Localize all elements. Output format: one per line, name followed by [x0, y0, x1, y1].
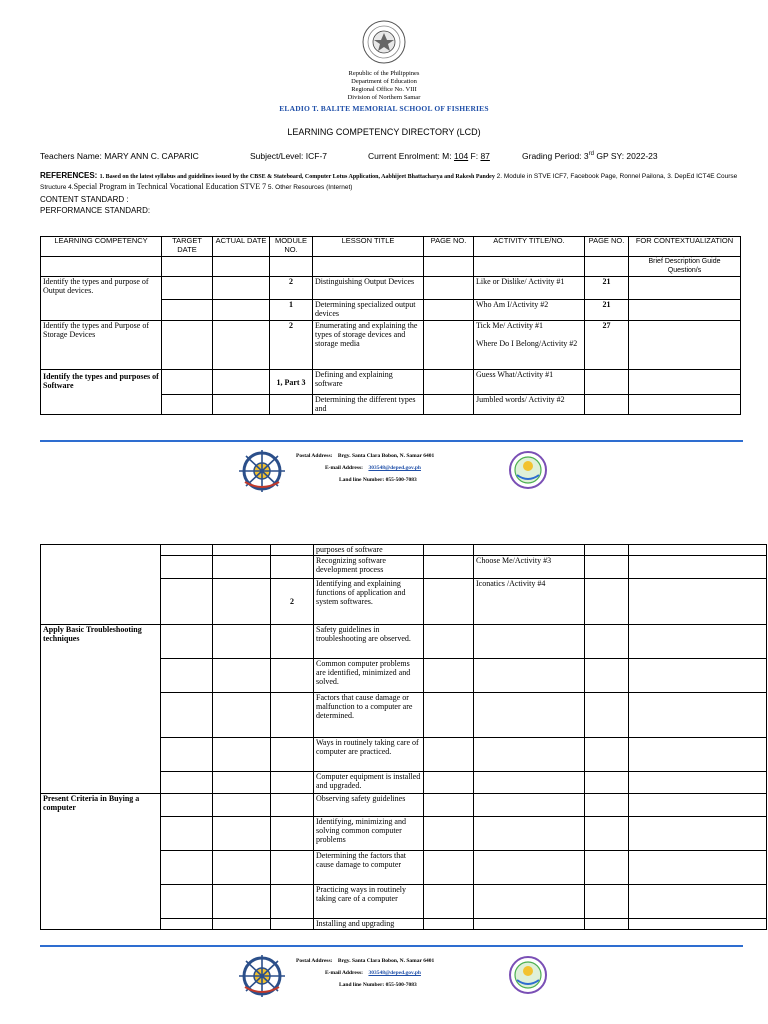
table-row: purposes of software — [41, 545, 767, 556]
table-row: 1 Determining specialized output devices Who Am I/Activity #2 21 — [41, 300, 741, 321]
competency-cell: Identify the types and Purpose of Storage Devices — [41, 321, 162, 370]
col-page-no: PAGE NO. — [424, 237, 474, 257]
school-logo-icon — [237, 448, 287, 494]
table-row: Ways in routinely taking care of computer are practiced. — [41, 738, 767, 772]
col-activity-title: ACTIVITY TITLE/NO. — [474, 237, 585, 257]
enrolment-male: 104 — [453, 151, 469, 161]
school-logo-icon — [237, 953, 287, 999]
grading-period: Grading Period: 3rd GP SY: 2022-23 — [522, 151, 658, 161]
table-row: Practicing ways in routinely taking care of a computer — [41, 885, 767, 919]
col-page-no-2: PAGE NO. — [585, 237, 629, 257]
competency-cell: Apply Basic Troubleshooting techniques — [41, 625, 161, 794]
footer-landline: Land line Number: 055-500-7083 — [339, 477, 417, 483]
subject-level: Subject/Level: ICF-7 — [250, 151, 328, 161]
footer-landline: Land line Number: 055-500-7083 — [339, 982, 417, 988]
col-competency: LEARNING COMPETENCY — [41, 237, 162, 257]
division-logo-icon — [508, 952, 548, 998]
content-standard: CONTENT STANDARD : — [40, 195, 129, 204]
email-link[interactable]: 303548@deped.gov.ph — [368, 970, 421, 976]
table-row: Identify the types and purpose of Output devices. 2 Distinguishing Output Devices Like or Dislike/ Activity #1 21 — [41, 277, 741, 300]
footer-postal: Postal Address: Brgy. Santa Clara Bobon, N. Samar 6401 — [296, 453, 435, 459]
teacher-name: Teachers Name: MARY ANN C. CAPARIC — [40, 151, 199, 161]
enrolment-female: 87 — [480, 151, 490, 161]
document-title: LEARNING COMPETENCY DIRECTORY (LCD) — [287, 127, 481, 137]
header-republic: Republic of the Philippines — [348, 70, 420, 77]
table-row: Computer equipment is installed and upgraded. — [41, 772, 767, 794]
competency-cell: Present Criteria in Buying a computer — [41, 794, 161, 930]
table-row: Present Criteria in Buying a computer Observing safety guidelines — [41, 794, 767, 817]
header-division: Division of Northern Samar — [347, 94, 421, 101]
table-row: Recognizing software development process Choose Me/Activity #3 — [41, 556, 767, 579]
col-actual-date: ACTUAL DATE — [213, 237, 270, 257]
table-row: 2 Identifying and explaining functions of application and system softwares. Iconatics /Activity #4 — [41, 579, 767, 625]
table-row: Apply Basic Troubleshooting techniques Safety guidelines in troubleshooting are observed. — [41, 625, 767, 659]
school-name: ELADIO T. BALITE MEMORIAL SCHOOL OF FISHERIES — [279, 104, 489, 113]
brief-description: Brief Description Guide Question/s — [629, 257, 741, 277]
competency-table-page2 — [40, 544, 767, 930]
current-enrolment: Current Enrolment: M: 104 F: 87 — [368, 151, 490, 161]
header-region: Regional Office No. VIII — [351, 86, 417, 93]
footer-rule — [40, 945, 743, 947]
table-row: Identify the types and purposes of Software 1, Part 3 Defining and explaining software Guess What/Activity #1 — [41, 370, 741, 395]
competency-cell: Identify the types and purposes of Software — [41, 370, 162, 415]
footer-postal: Postal Address: Brgy. Santa Clara Bobon, N. Samar 6401 — [296, 958, 435, 964]
email-link[interactable]: 303548@deped.gov.ph — [368, 465, 421, 471]
col-module-no: MODULE NO. — [270, 237, 313, 257]
header-department: Department of Education — [351, 78, 417, 85]
table-row: Factors that cause damage or malfunction to a computer are determined. — [41, 693, 767, 738]
competency-table-page1 — [40, 236, 741, 415]
table-header-row — [41, 237, 741, 257]
col-target-date: TARGET DATE — [162, 237, 213, 257]
table-row: Identify the types and Purpose of Storage Devices 2 Enumerating and explaining the types of storage devices and storage media Tick Me/ Activity #1 Where Do I Belong/Activity #2 27 — [41, 321, 741, 370]
table-row — [41, 257, 741, 277]
footer-rule — [40, 440, 743, 442]
table-row: Determining the different types and Jumbled words/ Activity #2 — [41, 395, 741, 415]
division-logo-icon — [508, 447, 548, 493]
table-row: Common computer problems are identified, minimized and solved. — [41, 659, 767, 693]
performance-standard: PERFORMANCE STANDARD: — [40, 206, 151, 215]
table-row: Installing and upgrading — [41, 919, 767, 930]
col-contextualization: FOR CONTEXTUALIZATION — [629, 237, 741, 257]
references: REFERENCES: 1. Based on the latest syllabus and guidelines issued by the CBSE & Stateboard, Computer Lotus Application, Aabhijeet Bhattacharya and Rakesh Pandey 2. Module in STVE ICF7, Facebook Page, Ronnel Pailona, 3. DepEd ICT4E Course Structure 4.Special Program in Technical Vocational Education STVE 7 5. Other Resources (Internet) — [40, 171, 738, 191]
competency-cell: Identify the types and purpose of Output devices. — [41, 277, 162, 321]
col-lesson-title: LESSON TITLE — [313, 237, 424, 257]
footer-email: E-mail Address: 303548@deped.gov.ph — [325, 970, 421, 976]
footer-email: E-mail Address: 303548@deped.gov.ph — [325, 465, 421, 471]
table-row: Identifying, minimizing and solving common computer problems — [41, 817, 767, 851]
deped-seal-icon — [362, 20, 406, 64]
table-row: Determining the factors that cause damage to computer — [41, 851, 767, 885]
